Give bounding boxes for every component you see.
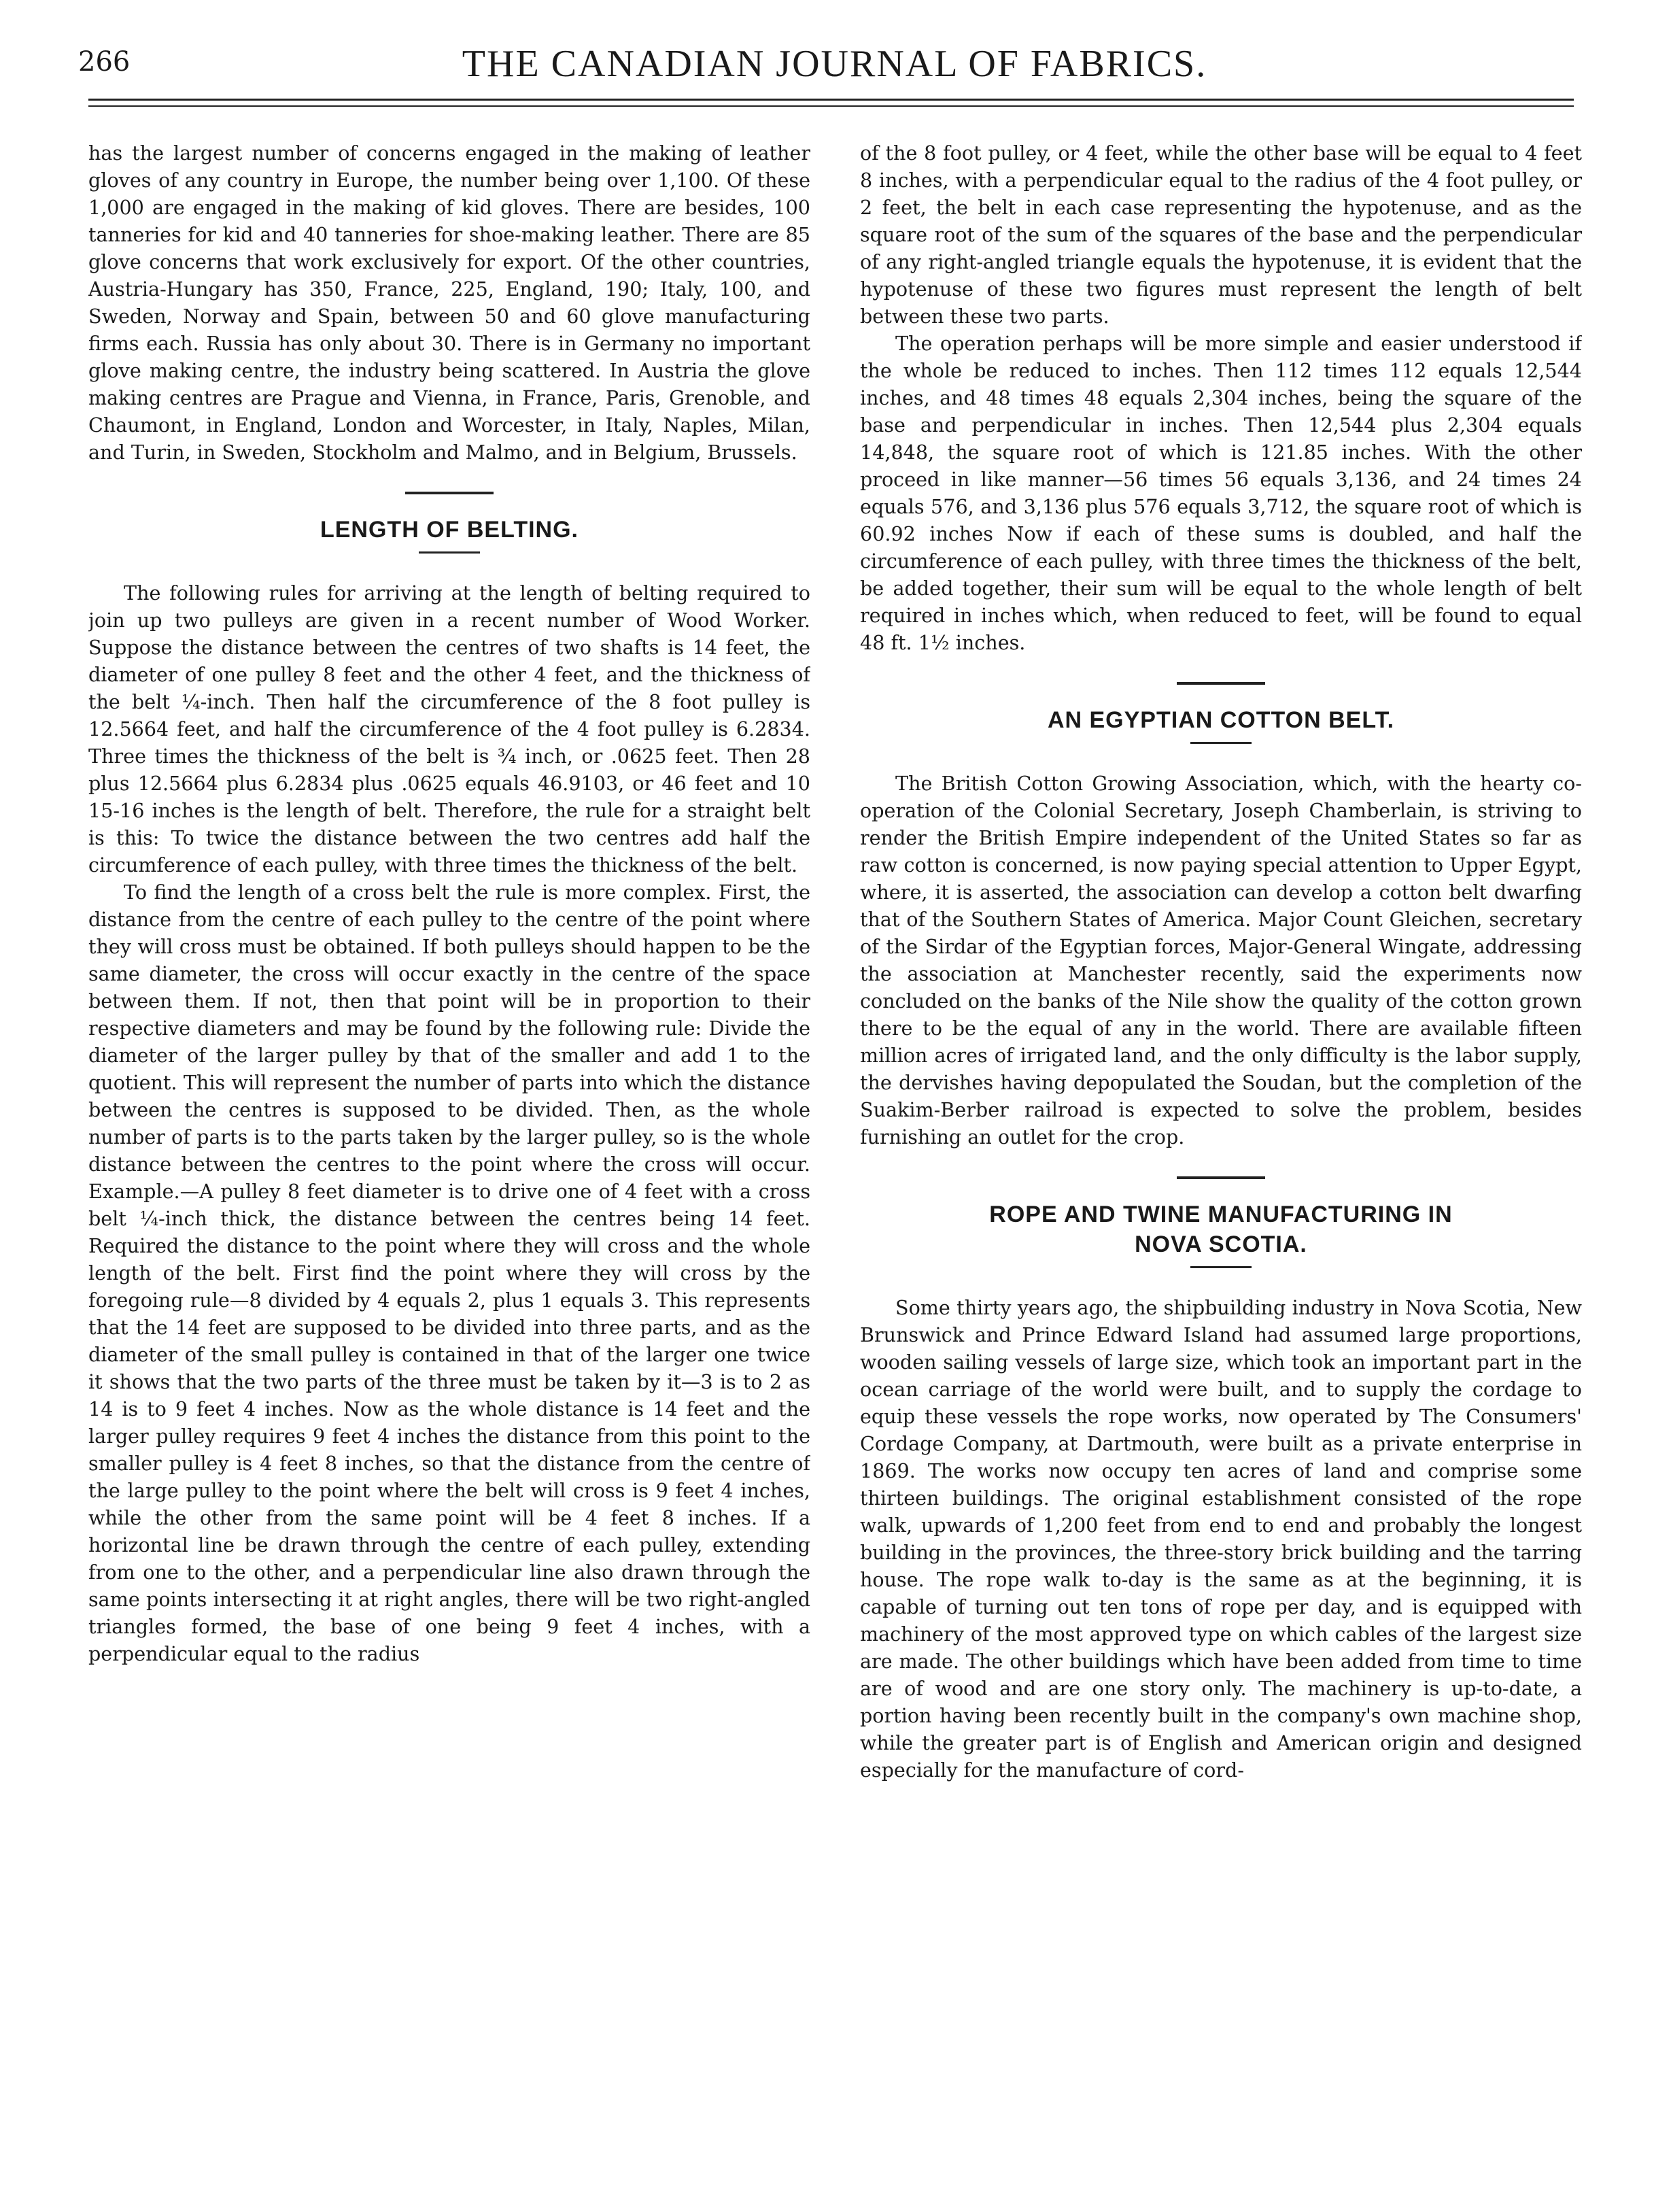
right-column [860,139,1582,2186]
section-divider [1177,1176,1265,1179]
rope-heading-line2: NOVA SCOTIA. [1135,1231,1307,1257]
left-column [88,139,810,2186]
header-rule-secondary [88,105,1574,107]
belting-heading: LENGTH OF BELTING. [320,517,579,543]
heading-underline [419,551,480,554]
glove-article-continuation: has the largest number of concerns engaged in the making of leather gloves of any country in Europe, the number being over 1,100. Of these 1,000 are engaged in the making of kid gloves. There are besides, 100 tanneries for kid and 40 tanneries for shoe-making leather. There are 85 glove concerns that work exclusively for export. Of the other countries, Austria-Hungary has 350, France, 225, England, 190; Italy, 100, and Sweden, Norway and Spain, between 50 and 60 glove manufacturing firms each. Russia has only about 30. There is in Germany no important glove making centre, the industry being scattered. In Austria the glove making centres are Prague and Vienna, in France, Paris, Grenoble, and Chaumont, in England, London and Worcester, in Italy, Naples, Milan, and Turin, in Sweden, Stockholm and Malmo, and in Belgium, Brussels. [88,141,810,464]
cotton-paragraph: The British Cotton Growing Association, which, with the hearty co-operation of the Colonial Secretary, Joseph Chamberlain, is striving to render the British Empire independent of the United States so far as raw cotton is concerned, is now paying special attention to Upper Egypt, where, it is asserted, the association can develop a cotton belt dwarfing that of the Southern States of America. Major Count Gleichen, secretary of the Sirdar of the Egyptian forces, Major-General Wingate, addressing the association at Manchester recently, said the experiments now concluded on the banks of the Nile show the quality of the cotton grown there to be the equal of any in the world. There are available fifteen million acres of irrigated land, and the only difficulty is the labor supply, the dervishes having depopulated the Soudan, but the completion of the Suakim-Berber railroad is expected to solve the problem, besides furnishing an outlet for the crop. [860,772,1582,1148]
cotton-heading: AN EGYPTIAN COTTON BELT. [1047,707,1395,733]
heading-underline [1190,742,1252,744]
page-header [78,42,1591,97]
journal-title: THE CANADIAN JOURNAL OF FABRICS. [462,43,1207,85]
page-number: 266 [78,46,131,78]
belting-continuation-paragraph: The operation perhaps will be more simple and easier understood if the whole be reduced to inches. Then 112 times 112 equals 12,544 inches, and 48 times 48 equals 2,304 inches, being the square of the base and perpendicular in inches. Then 12,544 plus 2,304 equals 14,848, the square root of which is 121.85 inches. With the other proceed in like manner—56 times 56 equals 3,136, and 24 times 24 equals 576, and 3,136 plus 576 equals 3,712, the square root of which is 60.92 inches Now if each of these sums is doubled, and half the circumference of each pulley, with three times the thickness of the belt, be added together, their sum will be equal to the whole length of belt required in inches which, when reduced to feet, will be found to equal 48 ft. 1½ inches. [860,332,1582,654]
belting-paragraph: The following rules for arriving at the length of belting required to join up two pulleys are given in a recent number of Wood Worker. Suppose the distance between the centres of two shafts is 14 feet, the diameter of one pulley 8 feet and the other 4 feet, and the thickness of the belt ¼-inch. Then half the circumference of the 8 foot pulley is 12.5664 feet, and half the circumference of the 4 foot pulley is 6.2834. Three times the thickness of the belt is ¾ inch, or .0625 feet. Then 28 plus 12.5664 plus 6.2834 plus .0625 equals 46.9103, or 46 feet and 10 15-16 inches is the length of belt. Therefore, the rule for a straight belt is this: To twice the distance between the two centres add half the circumference of each pulley, with three times the thickness of the belt. [88,581,810,877]
section-divider [1177,682,1265,685]
rope-heading [860,1199,1582,1259]
section-divider [405,492,494,494]
rope-heading-line1: ROPE AND TWINE MANUFACTURING IN [989,1202,1453,1227]
belting-continuation-paragraph: of the 8 foot pulley, or 4 feet, while the other base will be equal to 4 feet 8 inches, with a perpendicular equal to the radius of the 4 foot pulley, or 2 feet, the belt in each case representing the hypotenuse, and as the square root of the sum of the squares of the base and the perpendicular of any right-angled triangle equals the hypotenuse, it is evident that the hypotenuse of these two figures must represent the length of belt between these two parts. [860,141,1582,328]
belting-paragraph: To find the length of a cross belt the rule is more complex. First, the distance from the centre of each pulley to the centre of the point where they will cross must be obtained. If both pulleys should happen to be the same diameter, the cross will occur exactly in the centre of the space between them. If not, then that point will be in proportion to their respective diameters and may be found by the following rule: Divide the diameter of the larger pulley by that of the smaller and add 1 to the quotient. This will represent the number of parts into which the distance between the centres is supposed to be divided. Then, as the whole number of parts is to the parts taken by the larger pulley, so is the whole distance between the centres to the point where the cross will occur. Example.—A pulley 8 feet diameter is to drive one of 4 feet with a cross belt ¼-inch thick, the distance between the centres being 14 feet. Required the distance to the point where they will cross and the whole length of the belt. First find the point where they will cross by the foregoing rule—8 divided by 4 equals 2, plus 1 equals 3. This represents that the 14 feet are supposed to be divided into three parts, and as the diameter of the small pulley is contained in that of the larger one twice it shows that the two parts of the three must be taken by it—3 is to 2 as 14 is to 9 feet 4 inches. Now as the whole distance is 14 feet and the larger pulley requires 9 feet 4 inches the distance from this point to the smaller pulley is 4 feet 8 inches, so that the distance from the centre of the large pulley to the point where the belt will cross is 9 feet 4 inches, while the other from the same point will be 4 feet 8 inches. If a horizontal line be drawn through the centre of each pulley, extending from one to the other, and a perpendicular line also drawn through the same points intersecting it at right angles, there will be two right-angled triangles formed, the base of one being 9 feet 4 inches, with a perpendicular equal to the radius [88,881,810,1665]
header-rule [88,99,1574,101]
heading-underline [1190,1266,1252,1268]
rope-paragraph: Some thirty years ago, the shipbuilding industry in Nova Scotia, New Brunswick and Prince Edward Island had assumed large proportions, wooden sailing vessels of large size, which took an important part in the ocean carriage of the world were built, and to supply the cordage to equip these vessels the rope works, now operated by The Consumers' Cordage Company, at Dartmouth, were built as a private enterprise in 1869. The works now occupy ten acres of land and comprise some thirteen buildings. The original establishment consisted of the rope walk, upwards of 1,200 feet from end to end and probably the longest building in the provinces, the three-story brick building and the tarring house. The rope walk to-day is the same as at the beginning, it is capable of turning out ten tons of rope per day, and is equipped with machinery of the most approved type on which cables of the largest size are made. The other buildings which have been added from time to time are of wood and are one story only. The machinery is up-to-date, a portion having been recently built in the company's own machine shop, while the greater part is of English and American origin and designed especially for the manufacture of cord- [860,1296,1582,1782]
